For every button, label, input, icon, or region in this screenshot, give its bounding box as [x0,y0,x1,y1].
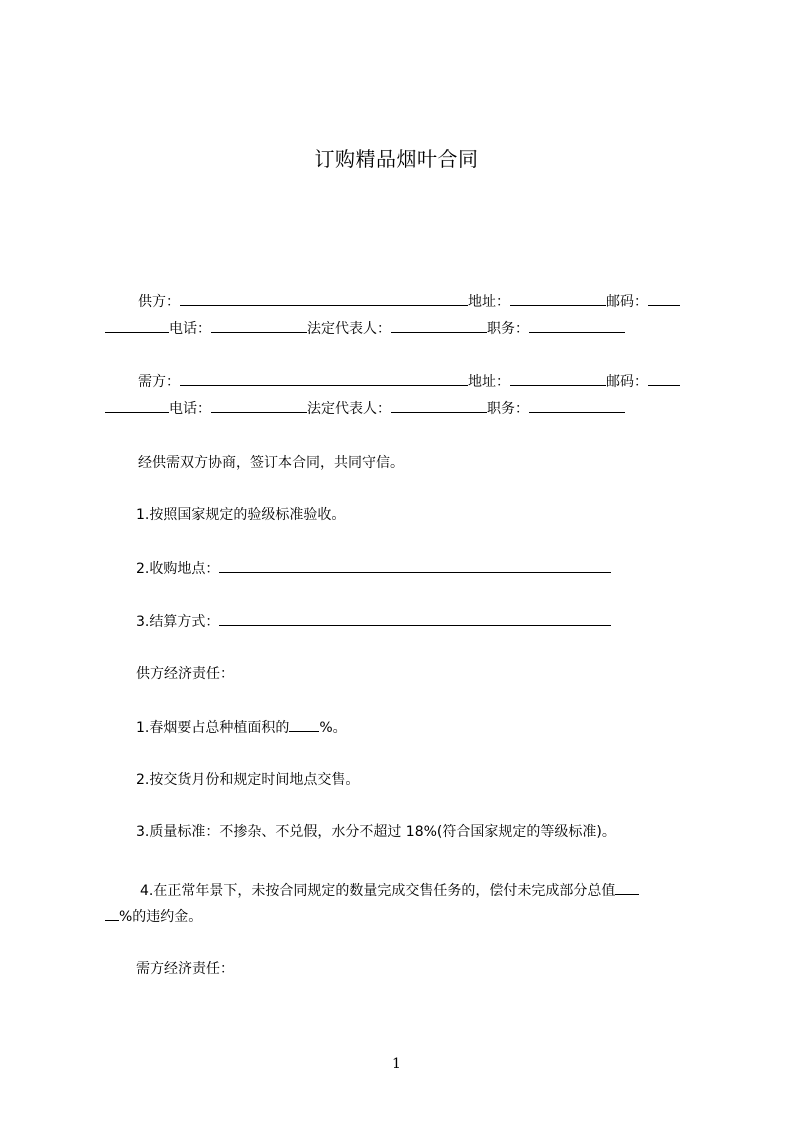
supplier-phone-blank[interactable] [211,318,307,333]
supplier-postcode-blank-cont[interactable] [105,318,169,333]
supplier-duty-3: 3.质量标准：不掺杂、不兑假，水分不超过 18%(符合国家规定的等级标准)。 [136,824,616,840]
buyer-phone-blank[interactable] [211,398,307,413]
clause-location [136,558,611,579]
buyer-position-blank[interactable] [529,398,625,413]
clause-settlement-label: 3.结算方式： [136,614,220,630]
supplier-legal-rep-blank[interactable] [391,318,487,333]
supplier-duty-1-text: 1.春烟要占总种植面积的 [136,720,290,736]
supplier-duty-4-text: 4.在正常年景下，未按合同规定的数量完成交售任务的，偿付未完成部分总值 [140,883,616,899]
supplier-position-blank[interactable] [529,318,625,333]
buyer-duties-heading: 需方经济责任： [136,961,234,977]
supplier-line-1 [138,291,680,312]
supplier-duties-heading: 供方经济责任： [136,666,234,682]
buyer-address-blank[interactable] [510,371,606,386]
buyer-postcode-blank[interactable] [648,371,680,386]
supplier-duty-4-line-2 [105,906,202,927]
supplier-duty-1-suffix: %。 [319,720,347,736]
buyer-name-blank[interactable] [180,371,468,386]
supplier-line-2 [105,318,625,339]
supplier-duty-1 [136,717,347,738]
spring-tobacco-percent-blank[interactable] [289,717,319,732]
settlement-method-blank[interactable] [219,611,611,626]
buyer-position-label: 职务： [487,401,529,417]
supplier-phone-label: 电话： [169,321,211,337]
buyer-address-label: 地址： [468,374,510,390]
buyer-line-1 [138,371,680,392]
penalty-percent-blank[interactable] [615,880,639,895]
page-number: 1 [392,1056,401,1072]
intro-paragraph: 经供需双方协商，签订本合同，共同守信。 [138,455,404,471]
penalty-percent-blank-cont[interactable] [105,906,119,921]
supplier-address-blank[interactable] [510,291,606,306]
supplier-duty-4-line-1 [140,880,639,901]
document-title: 订购精品烟叶合同 [314,147,479,171]
buyer-postcode-label: 邮码： [606,374,648,390]
buyer-label: 需方： [138,374,180,390]
buyer-phone-label: 电话： [169,401,211,417]
clause-settlement [136,611,611,632]
supplier-legal-rep-label: 法定代表人： [307,321,391,337]
supplier-address-label: 地址： [468,294,510,310]
supplier-label: 供方： [138,294,180,310]
purchase-location-blank[interactable] [219,558,611,573]
supplier-postcode-blank[interactable] [648,291,680,306]
buyer-postcode-blank-cont[interactable] [105,398,169,413]
supplier-duty-4-suffix: %的违约金。 [119,909,203,925]
supplier-postcode-label: 邮码： [606,294,648,310]
supplier-position-label: 职务： [487,321,529,337]
buyer-line-2 [105,398,625,419]
supplier-name-blank[interactable] [180,291,468,306]
buyer-legal-rep-label: 法定代表人： [307,401,391,417]
buyer-legal-rep-blank[interactable] [391,398,487,413]
clause-inspection: 1.按照国家规定的验级标准验收。 [136,507,346,523]
clause-location-label: 2.收购地点： [136,561,220,577]
supplier-duty-2: 2.按交货月份和规定时间地点交售。 [136,772,360,788]
